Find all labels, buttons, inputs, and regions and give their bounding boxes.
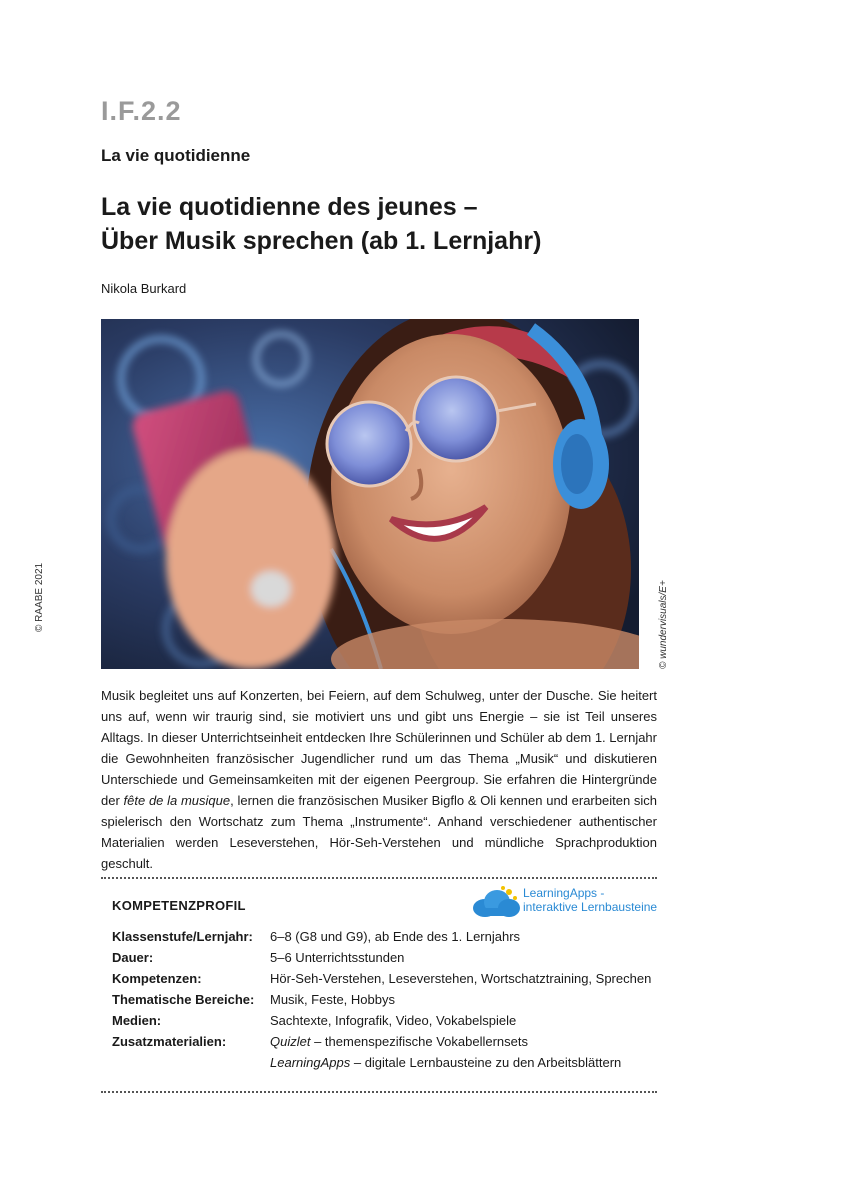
quizlet-desc: – themenspezifische Vokabellernsets [310, 1034, 528, 1049]
side-copyright: © RAABE 2021 [34, 562, 45, 632]
title-line-2: Über Musik sprechen (ab 1. Lernjahr) [101, 227, 542, 255]
dotted-divider-top [101, 877, 657, 879]
topic-heading: La vie quotidienne [101, 146, 251, 165]
intro-paragraph [101, 685, 657, 874]
cover-photo [101, 319, 639, 669]
page-title [101, 190, 541, 258]
profile-label: Zusatzmaterialien: [112, 1034, 227, 1049]
quizlet-name: Quizlet [270, 1034, 311, 1049]
learningapps-logo [471, 884, 661, 920]
logo-line-2: interaktive Lernbausteine [523, 900, 658, 914]
dotted-divider-bottom [101, 1091, 657, 1093]
profile-row [112, 968, 657, 989]
profile-row [112, 926, 657, 947]
profile-label: Thematische Bereiche: [112, 992, 255, 1007]
intro-text-1: Musik begleitet uns auf Konzerten, bei Feiern, auf dem Schulweg, unter der Dusche. Sie heitert uns auf, wenn wir traurig sind, sie motiviert uns und gibt uns Energie – sie ist Teil unseres Alltags. In dieser Unterrichtseinheit entdecken Ihre Schülerinnen und Schüler ab dem 1. Lernjahr die Gewohnheiten französischer Jugendlicher rund um das Thema „Musik“ und diskutieren Unterschiede und Gemeinsamkeiten mit der eigenen Peergroup. Sie erfahren die Hintergründe der [101, 688, 657, 808]
profile-row [112, 1031, 657, 1073]
profile-label: Dauer: [112, 950, 154, 965]
profile-row [112, 1010, 657, 1031]
profile-value: Sachtexte, Infografik, Video, Vokabelspiele [270, 1013, 517, 1028]
extra-line-2 [270, 1052, 657, 1073]
profile-value: Hör-Seh-Verstehen, Leseverstehen, Wortschatztraining, Sprechen [270, 971, 652, 986]
learningapps-logo-text [523, 886, 657, 914]
photo-credit: © wundervisuals/E+ [658, 580, 669, 669]
profile-value: 6–8 (G8 und G9), ab Ende des 1. Lernjahrs [270, 929, 521, 944]
cover-photo-illustration [101, 319, 639, 669]
profile-heading: KOMPETENZPROFIL [112, 898, 246, 913]
profile-value: 5–6 Unterrichtsstunden [270, 950, 405, 965]
author-name: Nikola Burkard [101, 281, 187, 296]
profile-label: Medien: [112, 1013, 162, 1028]
profile-value: Musik, Feste, Hobbys [270, 992, 395, 1007]
cloud-icon [471, 884, 523, 920]
intro-text-2: , lernen die französischen Musiker Bigflo & Oli kennen und erarbeiten sich spielerisch den Wortschatz zum Thema „Instrumente“. Anhand verschiedener authentischer Materialien werden Leseverstehen, Hör-Seh-Verstehen und mündliche Sprachproduktion geschult. [101, 793, 658, 871]
intro-text-italic: fête de la musique [123, 793, 231, 808]
profile-value [270, 1031, 657, 1073]
profile-label: Kompetenzen: [112, 971, 202, 986]
unit-code: I.F.2.2 [101, 96, 182, 126]
profile-row [112, 989, 657, 1010]
title-line-1: La vie quotidienne des jeunes – [101, 193, 478, 221]
competence-profile [112, 926, 657, 1073]
profile-label: Klassenstufe/Lernjahr: [112, 929, 253, 944]
profile-row [112, 947, 657, 968]
learningapps-desc: – digitale Lernbausteine zu den Arbeitsblättern [350, 1055, 622, 1070]
extra-line-1 [270, 1031, 657, 1052]
logo-line-1: LearningApps - [523, 886, 605, 900]
learningapps-name: LearningApps [270, 1055, 351, 1070]
